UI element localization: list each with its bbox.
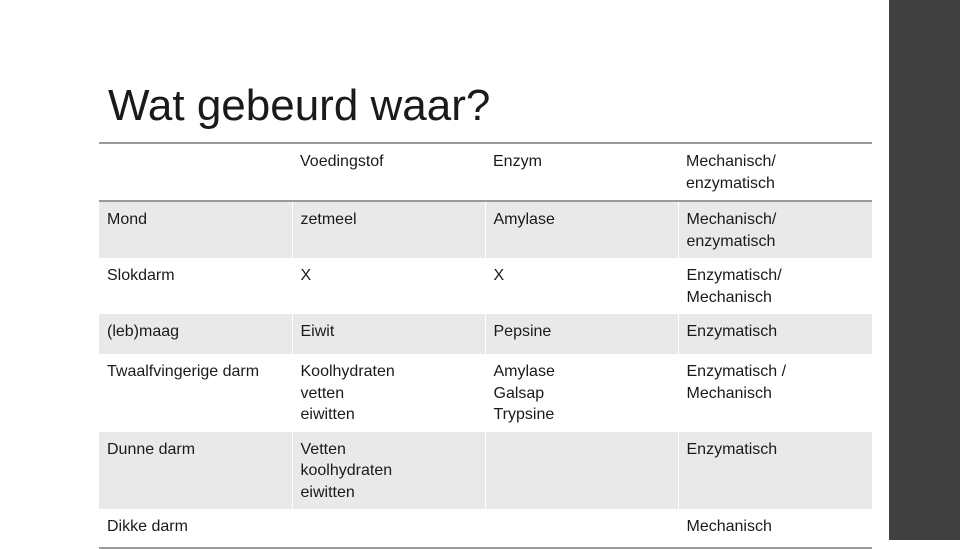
table-row	[99, 314, 872, 354]
table-cell: Twaalfvingerige darm	[107, 363, 260, 380]
table-cell: Vetten koolhydraten eiwitten	[292, 432, 485, 510]
table-cell: Mond	[99, 201, 292, 258]
table-cell: Koolhydraten vetten eiwitten	[292, 354, 485, 432]
table-cell	[292, 509, 485, 548]
table-cell: Enzymatisch / Mechanisch	[678, 354, 872, 432]
table-cell: Eiwit	[292, 314, 485, 354]
table-cell: Pepsine	[485, 314, 678, 354]
table-cell: Mechanisch/ enzymatisch	[678, 201, 872, 258]
table-cell	[485, 509, 678, 548]
table-row	[99, 201, 872, 258]
table-cell: Enzymatisch	[678, 432, 872, 510]
table-cell: X	[485, 258, 678, 314]
table-cell: Enzymatisch/ Mechanisch	[678, 258, 872, 314]
header-cell-organ	[99, 143, 292, 201]
table-cell: zetmeel	[292, 201, 485, 258]
table-cell: (leb)maag	[99, 314, 292, 354]
table-cell: Amylase Galsap Trypsine	[485, 354, 678, 432]
header-cell-nutrient: Voedingstof	[300, 153, 384, 170]
table-cell: X	[292, 258, 485, 314]
header-cell-type: Mechanisch/ enzymatisch	[686, 153, 776, 192]
table-row	[99, 432, 872, 510]
table-cell: Enzymatisch	[678, 314, 872, 354]
table-header-row	[99, 143, 872, 201]
table-cell: Amylase	[485, 201, 678, 258]
table-cell: Slokdarm	[107, 267, 175, 284]
table-row	[99, 354, 872, 432]
digestion-table	[99, 142, 872, 549]
table-cell: Dikke darm	[107, 518, 188, 535]
table-cell	[485, 432, 678, 510]
table-row	[99, 258, 872, 314]
table-row	[99, 509, 872, 548]
table-cell: Dunne darm	[99, 432, 292, 510]
sidebar-bar	[889, 0, 960, 540]
header-cell-enzyme: Enzym	[493, 153, 542, 170]
slide-title: Wat gebeurd waar?	[108, 81, 491, 130]
table-cell: Mechanisch	[678, 509, 872, 548]
